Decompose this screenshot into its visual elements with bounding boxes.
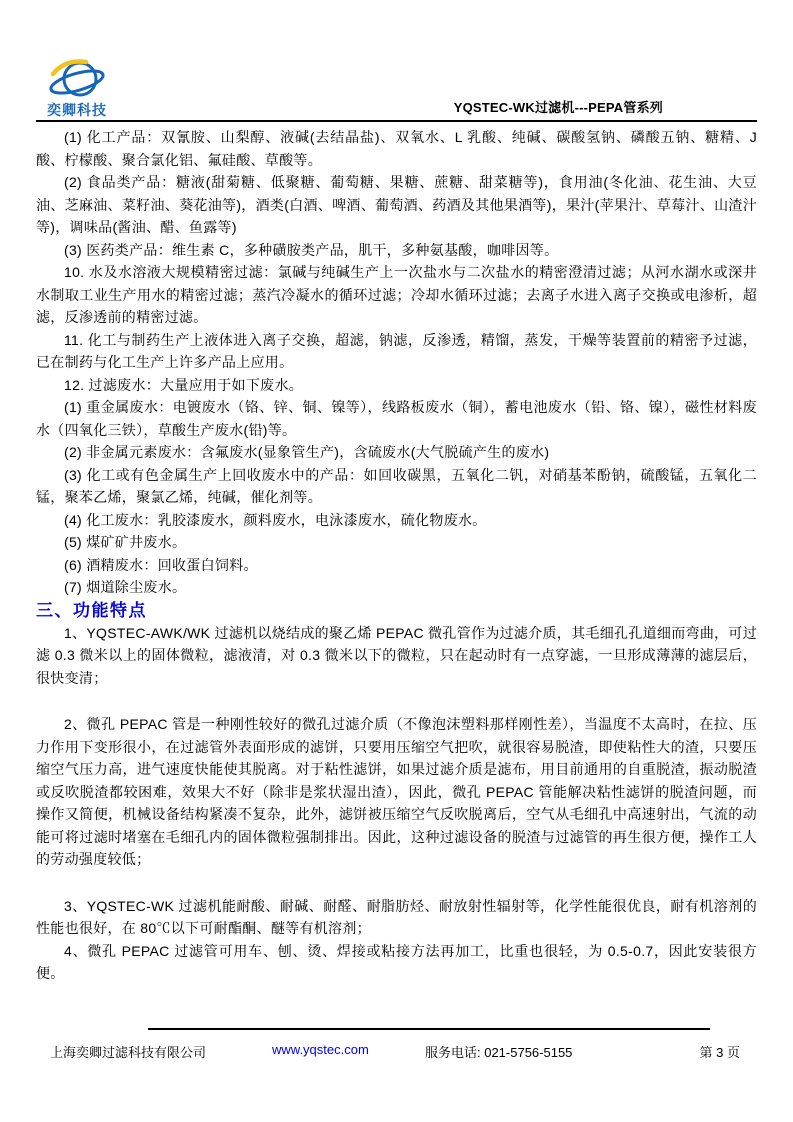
- body-paragraph: (4) 化工废水：乳胶漆废水，颜料废水，电泳漆废水，硫化物废水。: [64, 511, 487, 528]
- footer-service-phone: 服务电话: 021-5756-5155: [425, 1045, 573, 1060]
- body-paragraph: (3) 化工或有色金属生产上回收废水中的产品：如回收碳黑，五氧化二钒，对硝基苯酚钠，硫酸锰，五氧化二锰，聚苯乙烯，聚氯乙烯，纯碱，催化剂等。: [36, 466, 757, 505]
- body-paragraph: (7) 烟道除尘废水。: [64, 579, 187, 595]
- body-paragraph: (1) 化工产品：双氰胺、山梨醇、液碱(去结晶盐)、双氧水、L 乳酸、纯碱、碳酸氢钠、磷酸五钠、糖精、J酸、柠檬酸、聚合氯化铝、氟硅酸、草酸等。: [36, 129, 757, 168]
- body-paragraph: 10. 水及水溶液大规模精密过滤：氯碱与纯碱生产上一次盐水与二次盐水的精密澄清过滤；从河水湖水或深井水制取工业生产用水的精密过滤；蒸汽冷凝水的循环过滤；冷却水循环过滤；去离子水进入离子交换或电渗析，超滤，反渗透前的精密过滤。: [36, 264, 757, 325]
- section-heading: 三、功能特点: [36, 600, 147, 620]
- body-paragraph: (2) 食品类产品：糖液(甜菊糖、低聚糖、葡萄糖、果糖、蔗糖、甜菜糖等)，食用油(冬化油、花生油、大豆油、芝麻油、菜籽油、葵花油等)，酒类(白酒、啤酒、葡萄酒、药酒及其他果酒等)，果汁(苹果汁、草莓汁、山渣汁等)，调味品(酱油、醋、鱼露等): [36, 174, 757, 235]
- footer-page-number: 第 3 页: [699, 1045, 740, 1060]
- body-paragraph: (6) 酒精废水：回收蛋白饲料。: [64, 556, 258, 573]
- footer-company-name: 上海奕卿过滤科技有限公司: [50, 1045, 207, 1060]
- body-paragraph: 4、微孔 PEPAC 过滤管可用车、刨、烫、焊接或粘接方法再加工，比重也很轻，为 0.5-0.7，因此安装很方便。: [36, 942, 757, 981]
- body-paragraph: (3) 医药类产品：维生素 C，多种磺胺类产品，肌干，多种氨基酸，咖啡因等。: [64, 241, 559, 258]
- body-paragraph: 11. 化工与制药生产上液体进入离子交换，超滤，钠滤，反渗透，精馏，蒸发，干燥等装置前的精密予过滤，已在制药与化工生产上许多产品上应用。: [36, 331, 757, 370]
- footer-website-link[interactable]: www.yqstec.com: [272, 1042, 369, 1057]
- body-paragraph: (5) 煤矿矿井废水。: [64, 534, 187, 550]
- doc-title: YQSTEC-WK过滤机---PEPA管系列: [453, 100, 663, 115]
- body-paragraph: (1) 重金属废水：电镀废水（铬、锌、铜、镍等），线路板废水（铜），蓄电池废水（铅、铬、镍），磁性材料废水（四氧化三铁），草酸生产废水(铅)等。: [36, 399, 757, 438]
- body-paragraph: (2) 非金属元素废水：含氟废水(显象管生产)，含硫废水(大气脱硫产生的废水): [64, 444, 550, 460]
- document-body: [36, 126, 757, 985]
- body-paragraph: 3、YQSTEC-WK 过滤机能耐酸、耐碱、耐醛、耐脂肪烃、耐放射性辐射等，化学性能很优良，耐有机溶剂的性能也很好，在 80℃以下可耐酯酮、醚等有机溶剂；: [36, 897, 757, 936]
- body-paragraph: 12. 过滤废水：大量应用于如下废水。: [64, 376, 304, 393]
- logo-text: 奕卿科技: [47, 102, 107, 118]
- body-paragraph: 1、YQSTEC-AWK/WK 过滤机以烧结成的聚乙烯 PEPAC 微孔管作为过滤介质，其毛细孔孔道细而弯曲，可过滤 0.3 微米以上的固体微粒，滤液清，对 0.3 微米以下的微粒，只在起动时有一点穿滤，一旦形成薄薄的滤层后，很快变清；: [36, 624, 758, 686]
- footer-rule: [148, 1028, 710, 1030]
- body-paragraph: 2、微孔 PEPAC 管是一种刚性较好的微孔过滤介质（不像泡沫塑料那样刚性差），当温度不太高时，在拉、压力作用下变形很小，在过滤管外表面形成的滤饼，只要用压缩空气把吹，就很容易脱渣，即使粘性大的渣，只要压缩空气压力高，进气速度快能使其脱离。对于粘性滤饼，如果过滤介质是滤布，用目前通用的自重脱渣，振动脱渣或反吹脱渣都较困难，效果大不好（除非是浆状湿出渣），因此，微孔 PEPAC 管能解决粘性滤饼的脱渣问题，而操作又简便，机械设备结构紧凑不复杂，此外，滤饼被压缩空气反吹脱离后，空气从毛细孔中高速射出，气流的动能可将过滤时堵塞在毛细孔内的固体微粒强制排出。因此，这种过滤设备的脱渣与过滤管的再生很方便，操作工人的劳动强度较低；: [36, 716, 757, 867]
- header-rule: [36, 120, 757, 122]
